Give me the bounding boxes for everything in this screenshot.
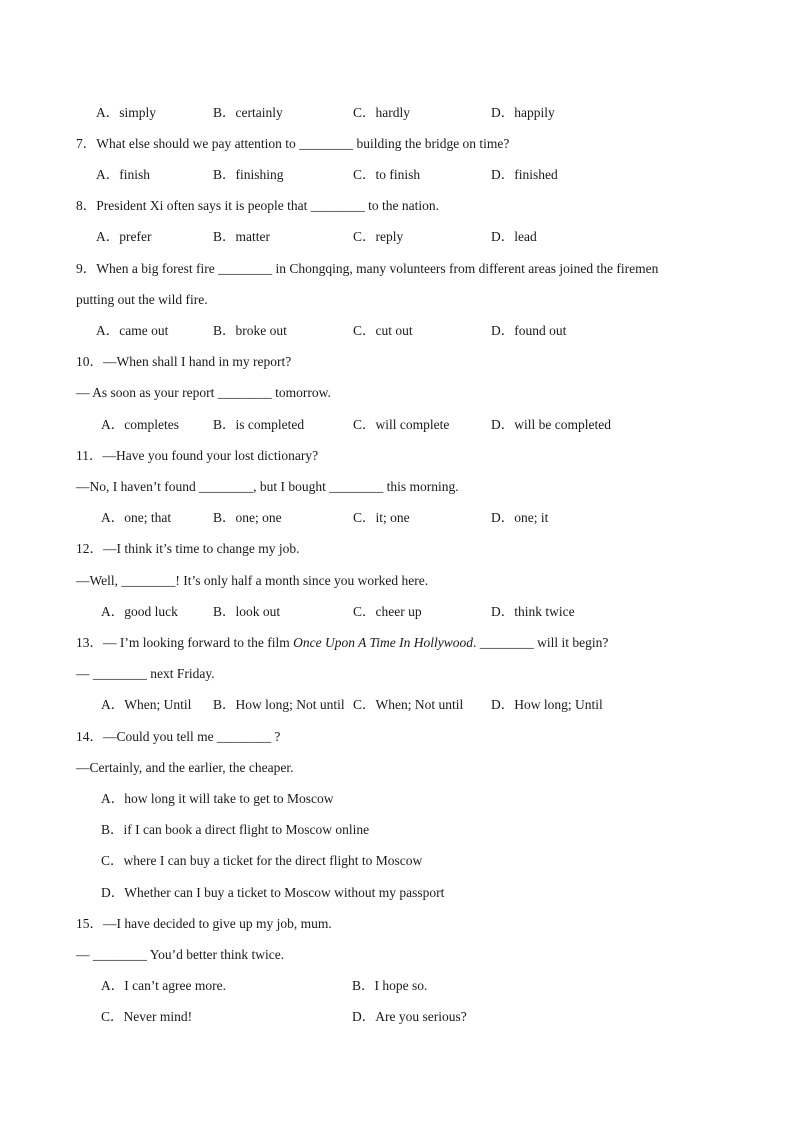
q15-options-row1	[0, 977, 794, 995]
q9-stem-line1: 9．When a big forest fire ________ in Chongqing, many volunteers from different areas joined the firemen	[76, 261, 659, 276]
q11-question: 11．—Have you found your lost dictionary?	[76, 448, 319, 463]
q8-option-d[interactable]: D．lead	[491, 229, 537, 244]
q14-response: —Certainly, and the earlier, the cheaper.	[76, 760, 294, 775]
q6-option-d[interactable]: D．happily	[491, 105, 555, 120]
q9-option-a[interactable]: A．came out	[96, 323, 169, 338]
q14-option-d[interactable]: D．Whether can I buy a ticket to Moscow without my passport	[101, 885, 445, 900]
q6-option-c[interactable]: C．hardly	[353, 105, 410, 120]
q12-option-d[interactable]: D．think twice	[491, 604, 575, 619]
q7-option-a[interactable]: A．finish	[96, 167, 150, 182]
q9-option-c[interactable]: C．cut out	[353, 323, 413, 338]
q11-options	[0, 509, 794, 527]
q10-option-d[interactable]: D．will be completed	[491, 417, 611, 432]
q13-question-pre: 13．— I’m looking forward to the film	[76, 635, 294, 650]
q11-option-c[interactable]: C．it; one	[353, 510, 410, 525]
q13-response: — ________ next Friday.	[76, 666, 215, 681]
q7-option-b[interactable]: B．finishing	[213, 167, 284, 182]
q6-option-b[interactable]: B．certainly	[213, 105, 283, 120]
q10-response: — As soon as your report ________ tomorrow.	[76, 385, 331, 400]
q8-option-c[interactable]: C．reply	[353, 229, 404, 244]
q15-response: — ________ You’d better think twice.	[76, 947, 285, 962]
q12-option-c[interactable]: C．cheer up	[353, 604, 422, 619]
q10-option-b[interactable]: B．is completed	[213, 417, 305, 432]
q11-option-a[interactable]: A．one; that	[101, 510, 172, 525]
q13-option-b[interactable]: B．How long; Not until	[213, 697, 345, 712]
q15-options-row2	[0, 1008, 794, 1026]
q7-option-c[interactable]: C．to finish	[353, 167, 421, 182]
q11-response: —No, I haven’t found ________, but I bought ________ this morning.	[76, 479, 459, 494]
q11-option-d[interactable]: D．one; it	[491, 510, 549, 525]
q8-options	[0, 228, 794, 246]
q9-option-d[interactable]: D．found out	[491, 323, 567, 338]
q14-option-b[interactable]: B．if I can book a direct flight to Moscow online	[101, 822, 370, 837]
q10-option-a[interactable]: A．completes	[101, 417, 179, 432]
q12-option-b[interactable]: B．look out	[213, 604, 281, 619]
q8-option-a[interactable]: A．prefer	[96, 229, 152, 244]
q13-question	[76, 634, 608, 652]
q13-option-c[interactable]: C．When; Not until	[353, 697, 464, 712]
q15-option-b[interactable]: B．I hope so.	[352, 978, 428, 993]
q13-option-d[interactable]: D．How long; Until	[491, 697, 603, 712]
q12-options	[0, 603, 794, 621]
q15-option-c[interactable]: C．Never mind!	[101, 1009, 193, 1024]
q13-film-title: Once Upon A Time In Hollywood	[293, 635, 473, 650]
q12-option-a[interactable]: A．good luck	[101, 604, 178, 619]
q12-response: —Well, ________! It’s only half a month since you worked here.	[76, 573, 429, 588]
q7-stem: 7．What else should we pay attention to ________ building the bridge on time?	[76, 136, 510, 151]
q13-question-post: . ________ will it begin?	[472, 635, 609, 650]
q6-option-a[interactable]: A．simply	[96, 105, 157, 120]
q12-question: 12．—I think it’s time to change my job.	[76, 541, 300, 556]
q15-question: 15．—I have decided to give up my job, mum.	[76, 916, 332, 931]
q13-options	[0, 696, 794, 714]
q7-option-d[interactable]: D．finished	[491, 167, 558, 182]
q8-stem: 8．President Xi often says it is people that ________ to the nation.	[76, 198, 439, 213]
q10-question: 10．—When shall I hand in my report?	[76, 354, 292, 369]
q6-options	[0, 104, 794, 122]
q9-stem-line2: putting out the wild fire.	[76, 292, 208, 307]
q8-option-b[interactable]: B．matter	[213, 229, 270, 244]
q15-option-d[interactable]: D．Are you serious?	[352, 1009, 467, 1024]
q9-option-b[interactable]: B．broke out	[213, 323, 287, 338]
q14-question: 14．—Could you tell me ________ ?	[76, 729, 281, 744]
q9-options	[0, 322, 794, 340]
q14-option-a[interactable]: A．how long it will take to get to Moscow	[101, 791, 334, 806]
q15-option-a[interactable]: A．I can’t agree more.	[101, 978, 226, 993]
q7-options	[0, 166, 794, 184]
q14-option-c[interactable]: C．where I can buy a ticket for the direct flight to Moscow	[101, 853, 423, 868]
q11-option-b[interactable]: B．one; one	[213, 510, 282, 525]
q10-options	[0, 416, 794, 434]
q10-option-c[interactable]: C．will complete	[353, 417, 450, 432]
q13-option-a[interactable]: A．When; Until	[101, 697, 192, 712]
